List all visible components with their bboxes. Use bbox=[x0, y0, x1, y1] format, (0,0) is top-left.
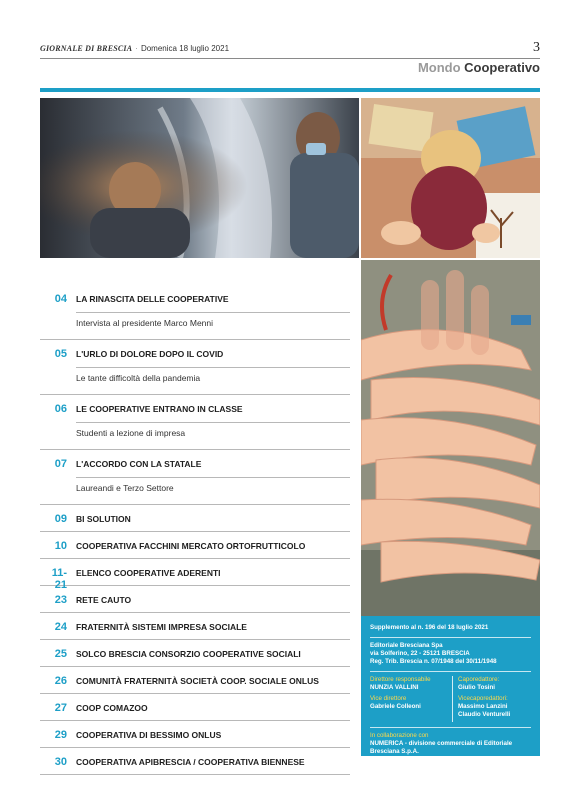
toc-title: COOPERATIVA FACCHINI MERCATO ORTOFRUTTICOLO bbox=[76, 541, 306, 551]
vice-director-label: Vice direttore bbox=[370, 695, 407, 702]
photo-covid-care bbox=[40, 98, 359, 258]
toc-page-number: 23 bbox=[54, 594, 67, 606]
caporedattore-label: Caporedattore: bbox=[458, 676, 500, 683]
toc-subtitle: Studenti a lezione di impresa bbox=[76, 428, 186, 438]
staff-columns bbox=[370, 676, 531, 722]
toc-page-number: 24 bbox=[54, 621, 67, 633]
toc-title: RETE CAUTO bbox=[76, 595, 132, 605]
director-name: NUNZIA VALLINI bbox=[370, 684, 419, 691]
toc-entry[interactable] bbox=[40, 721, 350, 748]
staff-column-right bbox=[453, 676, 510, 722]
toc-page-number: 11-21 bbox=[51, 567, 67, 591]
toc-title: COOPERATIVA DI BESSIMO ONLUS bbox=[76, 730, 222, 740]
photo-stacked-hands-graphic bbox=[361, 260, 540, 616]
vicecaporedattore-name: Massimo Lanzini bbox=[458, 703, 508, 710]
vicecaporedattori-label: Vicecaporedattori: bbox=[458, 695, 508, 702]
publisher-address: via Solferino, 22 - 25121 BRESCIA bbox=[370, 650, 470, 657]
toc-title: ELENCO COOPERATIVE ADERENTI bbox=[76, 568, 221, 578]
section-title-word1: Mondo bbox=[417, 60, 461, 75]
toc-page-number: 06 bbox=[54, 403, 67, 415]
vice-director-name: Gabriele Colleoni bbox=[370, 703, 421, 710]
toc-page-number: 29 bbox=[54, 729, 67, 741]
colophon-divider bbox=[370, 727, 531, 728]
toc-entry[interactable] bbox=[40, 559, 350, 591]
toc-divider bbox=[76, 477, 350, 478]
registration-line: Reg. Trib. Brescia n. 07/1948 del 30/11/1948 bbox=[370, 658, 497, 665]
section-title bbox=[418, 60, 540, 75]
toc-page-number: 09 bbox=[54, 513, 67, 525]
toc-entry[interactable] bbox=[40, 613, 350, 640]
toc-title: L'URLO DI DOLORE DOPO IL COVID bbox=[76, 349, 224, 359]
vicecaporedattore-name: Claudio Venturelli bbox=[458, 711, 511, 718]
toc-page-number: 04 bbox=[54, 293, 67, 305]
toc-page-number: 07 bbox=[54, 458, 67, 470]
supplement-line: Supplemento al n. 196 del 18 luglio 2021 bbox=[370, 624, 489, 631]
toc-title: COOP COMAZOO bbox=[76, 703, 148, 713]
toc-page-number: 27 bbox=[54, 702, 67, 714]
header-separator: · bbox=[135, 44, 138, 53]
toc-page-number: 10 bbox=[54, 540, 67, 552]
toc-entry[interactable] bbox=[40, 748, 350, 775]
toc-divider bbox=[76, 367, 350, 368]
photo-stacked-hands bbox=[361, 260, 540, 616]
toc-subtitle: Laureandi e Terzo Settore bbox=[76, 483, 174, 493]
publisher-name: Editoriale Bresciana Spa bbox=[370, 642, 443, 649]
toc-entry[interactable] bbox=[40, 285, 350, 340]
staff-column-left bbox=[370, 676, 453, 722]
photo-classroom-graphic bbox=[361, 98, 540, 258]
toc-page-number: 25 bbox=[54, 648, 67, 660]
caporedattore-name: Giulio Tosini bbox=[458, 684, 496, 691]
collaboration-label: In collaborazione con bbox=[370, 732, 429, 739]
page-number: 3 bbox=[533, 40, 540, 55]
toc-entry[interactable] bbox=[40, 395, 350, 450]
photo-covid-care-graphic bbox=[40, 98, 359, 258]
toc-title: COMUNITÀ FRATERNITÀ SOCIETÀ COOP. SOCIALE ONLUS bbox=[76, 676, 319, 686]
toc-subtitle: Intervista al presidente Marco Menni bbox=[76, 318, 214, 328]
toc-entry[interactable] bbox=[40, 586, 350, 613]
table-of-contents bbox=[40, 285, 350, 775]
toc-subtitle: Le tante difficoltà della pandemia bbox=[76, 373, 201, 383]
toc-title: COOPERATIVA APIBRESCIA / COOPERATIVA BIENNESE bbox=[76, 757, 305, 767]
toc-page-number: 05 bbox=[54, 348, 67, 360]
toc-title: BI SOLUTION bbox=[76, 514, 131, 524]
collaboration-text: NUMERICA - divisione commerciale di Editoriale Bresciana S.p.A. bbox=[370, 740, 513, 755]
toc-entry[interactable] bbox=[40, 532, 350, 559]
issue-date: Domenica 18 luglio 2021 bbox=[140, 44, 230, 53]
toc-divider bbox=[76, 422, 350, 423]
header-rule bbox=[40, 58, 540, 59]
section-title-word2: Cooperativo bbox=[464, 60, 540, 75]
colophon-divider bbox=[370, 671, 531, 672]
toc-entry[interactable] bbox=[40, 667, 350, 694]
paper-name: GIORNALE DI BRESCIA bbox=[40, 44, 133, 53]
director-label: Direttore responsabile bbox=[370, 676, 431, 683]
toc-title: FRATERNITÀ SISTEMI IMPRESA SOCIALE bbox=[76, 622, 247, 632]
toc-entry[interactable] bbox=[40, 694, 350, 721]
toc-divider bbox=[76, 312, 350, 313]
toc-page-number: 26 bbox=[54, 675, 67, 687]
toc-entry[interactable] bbox=[40, 640, 350, 667]
colophon-divider bbox=[370, 637, 531, 638]
colophon-box bbox=[361, 616, 540, 756]
toc-title: LA RINASCITA DELLE COOPERATIVE bbox=[76, 294, 229, 304]
toc-entry[interactable] bbox=[40, 340, 350, 395]
toc-title: L'ACCORDO CON LA STATALE bbox=[76, 459, 202, 469]
masthead bbox=[40, 44, 229, 53]
toc-title: LE COOPERATIVE ENTRANO IN CLASSE bbox=[76, 404, 243, 414]
toc-entry[interactable] bbox=[40, 450, 350, 505]
toc-page-number: 30 bbox=[54, 756, 67, 768]
toc-title: SOLCO BRESCIA CONSORZIO COOPERATIVE SOCIALI bbox=[76, 649, 301, 659]
section-accent-rule bbox=[40, 88, 540, 92]
photo-classroom bbox=[361, 98, 540, 258]
toc-entry[interactable] bbox=[40, 505, 350, 532]
